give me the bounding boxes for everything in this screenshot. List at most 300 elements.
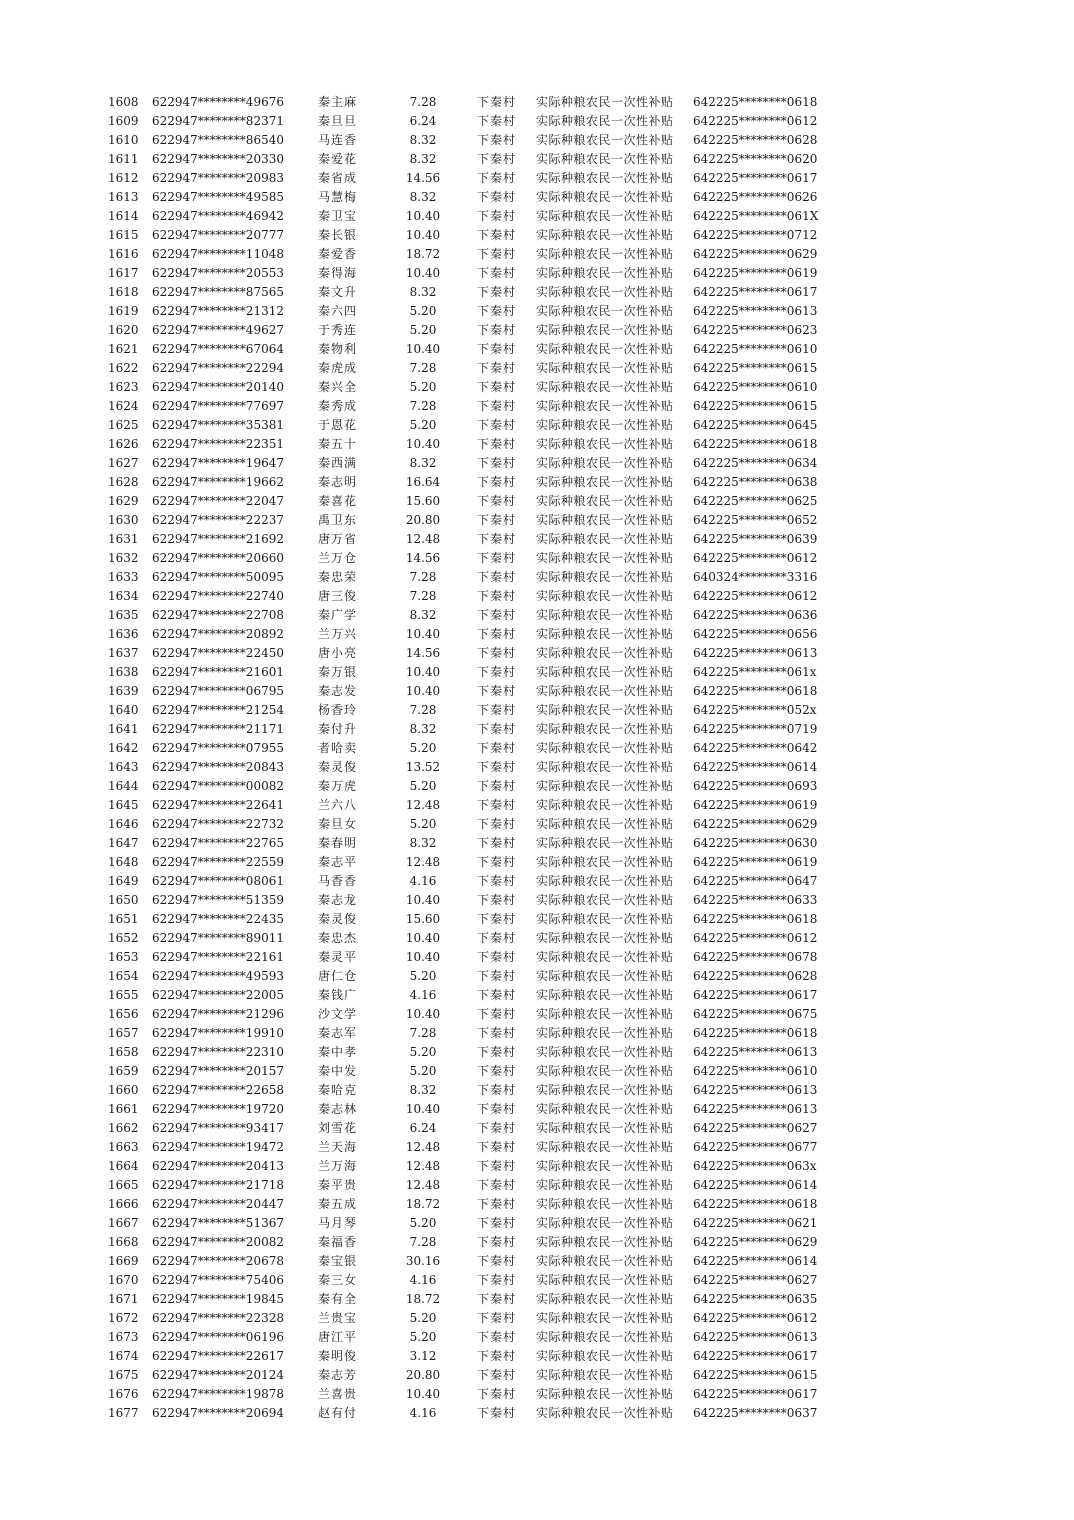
subsidy-type: 实际种粮农民一次性补贴 — [536, 1216, 674, 1230]
id-number: 642225********0615 — [693, 361, 818, 375]
farmer-name: 秦喜花 — [318, 494, 358, 508]
id-number: 642225********0719 — [693, 722, 818, 736]
farmer-name: 秦万银 — [318, 665, 358, 679]
village: 下秦村 — [477, 1159, 517, 1173]
subsidy-amount: 5.20 — [409, 304, 437, 318]
farmer-name: 唐小亮 — [318, 646, 358, 660]
table-row — [0, 1024, 1074, 1043]
account-number: 622947********50095 — [152, 570, 284, 584]
farmer-name: 赵有付 — [318, 1406, 358, 1420]
id-number: 642225********0642 — [693, 741, 818, 755]
subsidy-amount: 4.16 — [409, 1406, 437, 1420]
row-number: 1651 — [108, 912, 139, 926]
table-row — [0, 1043, 1074, 1062]
village: 下秦村 — [477, 665, 517, 679]
account-number: 622947********21692 — [152, 532, 284, 546]
row-number: 1620 — [108, 323, 139, 337]
row-number: 1663 — [108, 1140, 139, 1154]
table-row — [0, 1100, 1074, 1119]
account-number: 622947********20082 — [152, 1235, 284, 1249]
farmer-name: 秦灵平 — [318, 950, 358, 964]
village: 下秦村 — [477, 779, 517, 793]
account-number: 622947********07955 — [152, 741, 284, 755]
farmer-name: 秦志龙 — [318, 893, 358, 907]
table-row — [0, 169, 1074, 188]
farmer-name: 秦旦女 — [318, 817, 358, 831]
farmer-name: 秦物利 — [318, 342, 358, 356]
account-number: 622947********20694 — [152, 1406, 284, 1420]
table-row — [0, 188, 1074, 207]
village: 下秦村 — [477, 1121, 517, 1135]
village: 下秦村 — [477, 114, 517, 128]
farmer-name: 秦志发 — [318, 684, 358, 698]
farmer-name: 秦六四 — [318, 304, 358, 318]
farmer-name: 杨香玲 — [318, 703, 358, 717]
subsidy-type: 实际种粮农民一次性补贴 — [536, 874, 674, 888]
id-number: 642225********0645 — [693, 418, 818, 432]
subsidy-amount: 5.20 — [409, 1330, 437, 1344]
farmer-name: 秦灵俊 — [318, 760, 358, 774]
table-row — [0, 302, 1074, 321]
table-row — [0, 948, 1074, 967]
row-number: 1640 — [108, 703, 139, 717]
account-number: 622947********22294 — [152, 361, 284, 375]
farmer-name: 兰贵宝 — [318, 1311, 358, 1325]
village: 下秦村 — [477, 228, 517, 242]
subsidy-type: 实际种粮农民一次性补贴 — [536, 285, 674, 299]
id-number: 642225********0618 — [693, 1026, 818, 1040]
subsidy-amount: 5.20 — [409, 1216, 437, 1230]
subsidy-type: 实际种粮农民一次性补贴 — [536, 1197, 674, 1211]
village: 下秦村 — [477, 285, 517, 299]
subsidy-amount: 5.20 — [409, 380, 437, 394]
village: 下秦村 — [477, 1197, 517, 1211]
row-number: 1661 — [108, 1102, 139, 1116]
subsidy-type: 实际种粮农民一次性补贴 — [536, 589, 674, 603]
row-number: 1621 — [108, 342, 139, 356]
subsidy-type: 实际种粮农民一次性补贴 — [536, 1368, 674, 1382]
subsidy-amount: 8.32 — [409, 152, 437, 166]
row-number: 1676 — [108, 1387, 139, 1401]
account-number: 622947********22765 — [152, 836, 284, 850]
farmer-name: 沙文学 — [318, 1007, 358, 1021]
subsidy-type: 实际种粮农民一次性补贴 — [536, 665, 674, 679]
account-number: 622947********06196 — [152, 1330, 284, 1344]
farmer-name: 秦爱花 — [318, 152, 358, 166]
subsidy-type: 实际种粮农民一次性补贴 — [536, 1349, 674, 1363]
row-number: 1629 — [108, 494, 139, 508]
row-number: 1655 — [108, 988, 139, 1002]
table-row — [0, 435, 1074, 454]
account-number: 622947********20413 — [152, 1159, 284, 1173]
row-number: 1622 — [108, 361, 139, 375]
account-number: 622947********93417 — [152, 1121, 284, 1135]
subsidy-amount: 5.20 — [409, 969, 437, 983]
account-number: 622947********67064 — [152, 342, 284, 356]
account-number: 622947********19910 — [152, 1026, 284, 1040]
row-number: 1626 — [108, 437, 139, 451]
account-number: 622947********22450 — [152, 646, 284, 660]
village: 下秦村 — [477, 646, 517, 660]
subsidy-amount: 5.20 — [409, 1064, 437, 1078]
subsidy-amount: 10.40 — [405, 893, 441, 907]
subsidy-type: 实际种粮农民一次性补贴 — [536, 703, 674, 717]
village: 下秦村 — [477, 1083, 517, 1097]
farmer-name: 者哈卖 — [318, 741, 358, 755]
row-number: 1623 — [108, 380, 139, 394]
subsidy-type: 实际种粮农民一次性补贴 — [536, 399, 674, 413]
subsidy-amount: 7.28 — [409, 570, 437, 584]
village: 下秦村 — [477, 475, 517, 489]
village: 下秦村 — [477, 1311, 517, 1325]
id-number: 642225********0613 — [693, 304, 818, 318]
id-number: 642225********0625 — [693, 494, 818, 508]
table-row — [0, 283, 1074, 302]
id-number: 642225********0629 — [693, 1235, 818, 1249]
table-row — [0, 397, 1074, 416]
subsidy-type: 实际种粮农民一次性补贴 — [536, 1273, 674, 1287]
account-number: 622947********22559 — [152, 855, 284, 869]
village: 下秦村 — [477, 1273, 517, 1287]
row-number: 1625 — [108, 418, 139, 432]
village: 下秦村 — [477, 722, 517, 736]
id-number: 642225********0613 — [693, 1330, 818, 1344]
row-number: 1671 — [108, 1292, 139, 1306]
table-row — [0, 340, 1074, 359]
subsidy-amount: 8.32 — [409, 836, 437, 850]
village: 下秦村 — [477, 570, 517, 584]
village: 下秦村 — [477, 741, 517, 755]
row-number: 1672 — [108, 1311, 139, 1325]
account-number: 622947********22617 — [152, 1349, 284, 1363]
village: 下秦村 — [477, 152, 517, 166]
id-number: 642225********0617 — [693, 285, 818, 299]
farmer-name: 兰万仓 — [318, 551, 358, 565]
account-number: 622947********35381 — [152, 418, 284, 432]
subsidy-amount: 12.48 — [405, 1178, 441, 1192]
table-row — [0, 853, 1074, 872]
table-row — [0, 682, 1074, 701]
subsidy-amount: 10.40 — [405, 1102, 441, 1116]
account-number: 622947********19845 — [152, 1292, 284, 1306]
village: 下秦村 — [477, 817, 517, 831]
account-number: 622947********22435 — [152, 912, 284, 926]
account-number: 622947********22005 — [152, 988, 284, 1002]
account-number: 622947********22237 — [152, 513, 284, 527]
row-number: 1611 — [108, 152, 139, 166]
subsidy-amount: 10.40 — [405, 228, 441, 242]
subsidy-type: 实际种粮农民一次性补贴 — [536, 570, 674, 584]
account-number: 622947********21601 — [152, 665, 284, 679]
row-number: 1624 — [108, 399, 139, 413]
table-row — [0, 1290, 1074, 1309]
farmer-name: 秦长银 — [318, 228, 358, 242]
subsidy-type: 实际种粮农民一次性补贴 — [536, 1026, 674, 1040]
table-row — [0, 1138, 1074, 1157]
subsidy-amount: 4.16 — [409, 874, 437, 888]
row-number: 1617 — [108, 266, 139, 280]
row-number: 1631 — [108, 532, 139, 546]
table-row — [0, 1119, 1074, 1138]
subsidy-amount: 7.28 — [409, 589, 437, 603]
account-number: 622947********22047 — [152, 494, 284, 508]
village: 下秦村 — [477, 171, 517, 185]
id-number: 642225********0635 — [693, 1292, 818, 1306]
village: 下秦村 — [477, 361, 517, 375]
farmer-name: 秦五十 — [318, 437, 358, 451]
row-number: 1664 — [108, 1159, 139, 1173]
table-row — [0, 796, 1074, 815]
row-number: 1632 — [108, 551, 139, 565]
account-number: 622947********21254 — [152, 703, 284, 717]
subsidy-amount: 12.48 — [405, 798, 441, 812]
row-number: 1670 — [108, 1273, 139, 1287]
row-number: 1608 — [108, 95, 139, 109]
subsidy-type: 实际种粮农民一次性补贴 — [536, 342, 674, 356]
table-row — [0, 739, 1074, 758]
village: 下秦村 — [477, 608, 517, 622]
id-number: 642225********0610 — [693, 380, 818, 394]
farmer-name: 唐仁仓 — [318, 969, 358, 983]
farmer-name: 马连香 — [318, 133, 358, 147]
village: 下秦村 — [477, 532, 517, 546]
subsidy-type: 实际种粮农民一次性补贴 — [536, 323, 674, 337]
subsidy-type: 实际种粮农民一次性补贴 — [536, 969, 674, 983]
subsidy-amount: 8.32 — [409, 285, 437, 299]
table-row — [0, 93, 1074, 112]
farmer-name: 兰天海 — [318, 1140, 358, 1154]
id-number: 642225********0617 — [693, 988, 818, 1002]
table-row — [0, 245, 1074, 264]
farmer-name: 秦旦旦 — [318, 114, 358, 128]
account-number: 622947********46942 — [152, 209, 284, 223]
row-number: 1633 — [108, 570, 139, 584]
village: 下秦村 — [477, 988, 517, 1002]
farmer-name: 秦有全 — [318, 1292, 358, 1306]
row-number: 1634 — [108, 589, 139, 603]
table-row — [0, 359, 1074, 378]
subsidy-amount: 14.56 — [405, 646, 441, 660]
subsidy-type: 实际种粮农民一次性补贴 — [536, 380, 674, 394]
farmer-name: 秦文升 — [318, 285, 358, 299]
account-number: 622947********20983 — [152, 171, 284, 185]
farmer-name: 秦主麻 — [318, 95, 358, 109]
subsidy-type: 实际种粮农民一次性补贴 — [536, 1102, 674, 1116]
id-number: 642225********0620 — [693, 152, 818, 166]
farmer-name: 刘雪花 — [318, 1121, 358, 1135]
table-row — [0, 378, 1074, 397]
subsidy-type: 实际种粮农民一次性补贴 — [536, 912, 674, 926]
account-number: 622947********49676 — [152, 95, 284, 109]
table-row — [0, 625, 1074, 644]
id-number: 642225********0627 — [693, 1273, 818, 1287]
subsidy-type: 实际种粮农民一次性补贴 — [536, 798, 674, 812]
subsidy-amount: 7.28 — [409, 361, 437, 375]
subsidy-type: 实际种粮农民一次性补贴 — [536, 855, 674, 869]
farmer-name: 秦中发 — [318, 1064, 358, 1078]
farmer-name: 秦忠荣 — [318, 570, 358, 584]
account-number: 622947********22708 — [152, 608, 284, 622]
row-number: 1668 — [108, 1235, 139, 1249]
account-number: 622947********20892 — [152, 627, 284, 641]
row-number: 1652 — [108, 931, 139, 945]
id-number: 642225********0712 — [693, 228, 818, 242]
table-row — [0, 910, 1074, 929]
village: 下秦村 — [477, 1330, 517, 1344]
subsidy-type: 实际种粮农民一次性补贴 — [536, 513, 674, 527]
id-number: 642225********0627 — [693, 1121, 818, 1135]
subsidy-type: 实际种粮农民一次性补贴 — [536, 1311, 674, 1325]
id-number: 642225********063x — [693, 1159, 817, 1173]
table-row — [0, 1233, 1074, 1252]
subsidy-amount: 8.32 — [409, 1083, 437, 1097]
table-row — [0, 511, 1074, 530]
subsidy-type: 实际种粮农民一次性补贴 — [536, 209, 674, 223]
village: 下秦村 — [477, 437, 517, 451]
account-number: 622947********19647 — [152, 456, 284, 470]
village: 下秦村 — [477, 304, 517, 318]
account-number: 622947********06795 — [152, 684, 284, 698]
subsidy-amount: 8.32 — [409, 456, 437, 470]
row-number: 1675 — [108, 1368, 139, 1382]
farmer-name: 秦志林 — [318, 1102, 358, 1116]
table-row — [0, 1214, 1074, 1233]
id-number: 642225********0617 — [693, 1349, 818, 1363]
village: 下秦村 — [477, 380, 517, 394]
account-number: 622947********51359 — [152, 893, 284, 907]
row-number: 1644 — [108, 779, 139, 793]
row-number: 1636 — [108, 627, 139, 641]
id-number: 642225********061x — [693, 665, 817, 679]
account-number: 622947********22310 — [152, 1045, 284, 1059]
account-number: 622947********11048 — [152, 247, 284, 261]
id-number: 642225********0647 — [693, 874, 818, 888]
village: 下秦村 — [477, 399, 517, 413]
village: 下秦村 — [477, 1387, 517, 1401]
row-number: 1618 — [108, 285, 139, 299]
table-row — [0, 131, 1074, 150]
subsidy-type: 实际种粮农民一次性补贴 — [536, 684, 674, 698]
subsidy-type: 实际种粮农民一次性补贴 — [536, 1140, 674, 1154]
account-number: 622947********20447 — [152, 1197, 284, 1211]
account-number: 622947********19878 — [152, 1387, 284, 1401]
row-number: 1653 — [108, 950, 139, 964]
account-number: 622947********19472 — [152, 1140, 284, 1154]
village: 下秦村 — [477, 456, 517, 470]
subsidy-amount: 5.20 — [409, 779, 437, 793]
village: 下秦村 — [477, 874, 517, 888]
subsidy-type: 实际种粮农民一次性补贴 — [536, 1387, 674, 1401]
row-number: 1645 — [108, 798, 139, 812]
id-number: 642225********0618 — [693, 437, 818, 451]
village: 下秦村 — [477, 133, 517, 147]
subsidy-type: 实际种粮农民一次性补贴 — [536, 133, 674, 147]
id-number: 642225********0678 — [693, 950, 818, 964]
account-number: 622947********20777 — [152, 228, 284, 242]
id-number: 642225********0637 — [693, 1406, 818, 1420]
account-number: 622947********21171 — [152, 722, 284, 736]
farmer-name: 秦钱广 — [318, 988, 358, 1002]
row-number: 1643 — [108, 760, 139, 774]
table-row — [0, 872, 1074, 891]
subsidy-amount: 15.60 — [405, 494, 441, 508]
id-number: 642225********0618 — [693, 95, 818, 109]
farmer-name: 唐万省 — [318, 532, 358, 546]
table-row — [0, 1328, 1074, 1347]
account-number: 622947********20157 — [152, 1064, 284, 1078]
subsidy-type: 实际种粮农民一次性补贴 — [536, 152, 674, 166]
table-row — [0, 758, 1074, 777]
village: 下秦村 — [477, 418, 517, 432]
subsidy-amount: 12.48 — [405, 1140, 441, 1154]
table-row — [0, 929, 1074, 948]
id-number: 642225********0639 — [693, 532, 818, 546]
village: 下秦村 — [477, 1026, 517, 1040]
farmer-name: 兰万兴 — [318, 627, 358, 641]
subsidy-type: 实际种粮农民一次性补贴 — [536, 551, 674, 565]
row-number: 1642 — [108, 741, 139, 755]
id-number: 642225********0618 — [693, 684, 818, 698]
row-number: 1666 — [108, 1197, 139, 1211]
farmer-name: 秦兴全 — [318, 380, 358, 394]
subsidy-amount: 18.72 — [405, 247, 441, 261]
table-row — [0, 1081, 1074, 1100]
farmer-name: 秦宝银 — [318, 1254, 358, 1268]
account-number: 622947********20660 — [152, 551, 284, 565]
row-number: 1615 — [108, 228, 139, 242]
village: 下秦村 — [477, 190, 517, 204]
table-row — [0, 416, 1074, 435]
account-number: 622947********20553 — [152, 266, 284, 280]
row-number: 1641 — [108, 722, 139, 736]
village: 下秦村 — [477, 1216, 517, 1230]
row-number: 1677 — [108, 1406, 139, 1420]
account-number: 622947********87565 — [152, 285, 284, 299]
table-row — [0, 1176, 1074, 1195]
table-row — [0, 834, 1074, 853]
subsidy-type: 实际种粮农民一次性补贴 — [536, 760, 674, 774]
row-number: 1609 — [108, 114, 139, 128]
subsidy-amount: 8.32 — [409, 722, 437, 736]
village: 下秦村 — [477, 247, 517, 261]
account-number: 622947********20140 — [152, 380, 284, 394]
row-number: 1659 — [108, 1064, 139, 1078]
village: 下秦村 — [477, 798, 517, 812]
subsidy-amount: 14.56 — [405, 551, 441, 565]
subsidy-amount: 16.64 — [405, 475, 441, 489]
subsidy-amount: 12.48 — [405, 1159, 441, 1173]
table-row — [0, 1195, 1074, 1214]
subsidy-amount: 20.80 — [405, 513, 441, 527]
id-number: 642225********0618 — [693, 1197, 818, 1211]
subsidy-type: 实际种粮农民一次性补贴 — [536, 532, 674, 546]
subsidy-type: 实际种粮农民一次性补贴 — [536, 266, 674, 280]
farmer-name: 秦爱香 — [318, 247, 358, 261]
village: 下秦村 — [477, 95, 517, 109]
account-number: 622947********21296 — [152, 1007, 284, 1021]
account-number: 622947********22641 — [152, 798, 284, 812]
row-number: 1638 — [108, 665, 139, 679]
village: 下秦村 — [477, 893, 517, 907]
table-row — [0, 606, 1074, 625]
account-number: 622947********49593 — [152, 969, 284, 983]
table-row — [0, 549, 1074, 568]
subsidy-table — [0, 93, 1074, 1423]
table-row — [0, 1385, 1074, 1404]
account-number: 622947********22328 — [152, 1311, 284, 1325]
subsidy-amount: 6.24 — [409, 114, 437, 128]
farmer-name: 禹卫东 — [318, 513, 358, 527]
